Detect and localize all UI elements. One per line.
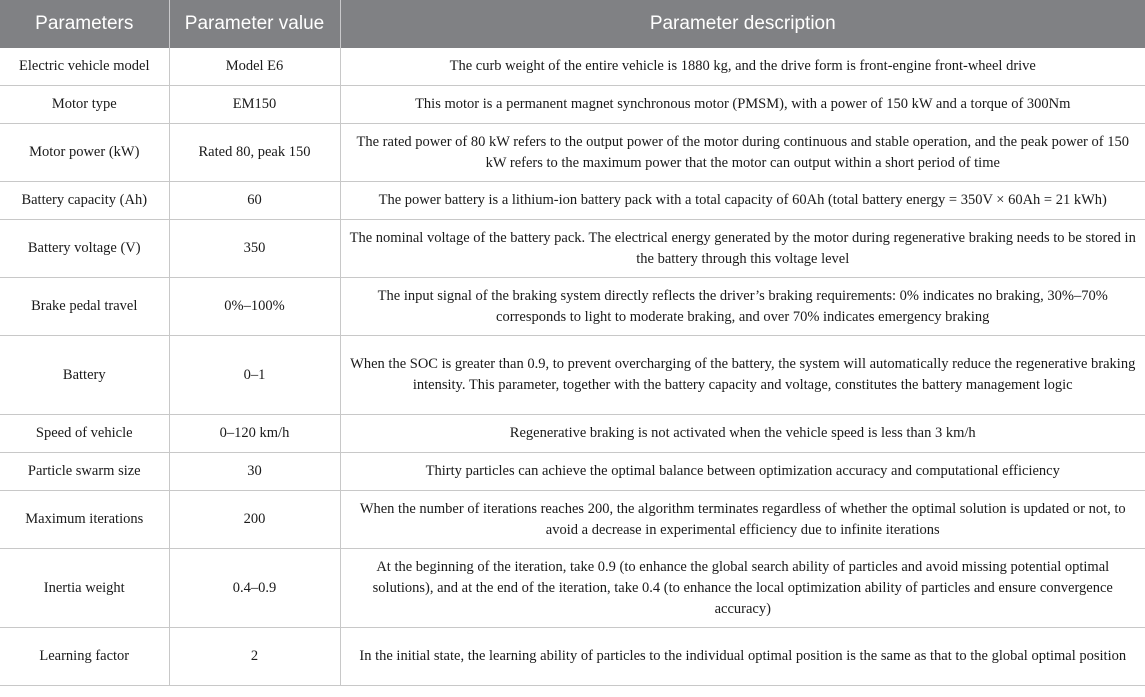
description-cell: The nominal voltage of the battery pack. The electrical energy generated by the motor during regenerative braking needs to be stored in the battery through this voltage level [340,220,1145,278]
table-row [0,48,1145,86]
parameter-cell: Motor type [0,86,169,124]
value-cell: 30 [169,453,340,491]
description-cell: The rated power of 80 kW refers to the output power of the motor during continuous and stable operation, and the peak power of 150 kW refers to the maximum power that the motor can output within a short period of time [340,124,1145,182]
value-cell: 0–120 km/h [169,415,340,453]
value-cell: 2 [169,628,340,686]
parameter-cell: Battery voltage (V) [0,220,169,278]
value-cell: 60 [169,182,340,220]
table-row [0,220,1145,278]
parameter-cell: Motor power (kW) [0,124,169,182]
parameter-cell: Learning factor [0,628,169,686]
parameter-cell: Speed of vehicle [0,415,169,453]
parameter-cell: Maximum iterations [0,491,169,549]
table-row [0,336,1145,415]
header-parameter-value: Parameter value [169,0,340,48]
table-row [0,549,1145,628]
value-cell: Model E6 [169,48,340,86]
parameter-cell: Battery capacity (Ah) [0,182,169,220]
description-cell: When the number of iterations reaches 200, the algorithm terminates regardless of whether the optimal solution is updated or not, to avoid a decrease in experimental efficiency due to infinite iterations [340,491,1145,549]
parameter-cell: Electric vehicle model [0,48,169,86]
value-cell: 200 [169,491,340,549]
description-cell: The power battery is a lithium-ion battery pack with a total capacity of 60Ah (total battery energy = 350V × 60Ah = 21 kWh) [340,182,1145,220]
description-cell: The curb weight of the entire vehicle is 1880 kg, and the drive form is front-engine front-wheel drive [340,48,1145,86]
parameter-cell: Inertia weight [0,549,169,628]
description-cell: Thirty particles can achieve the optimal balance between optimization accuracy and computational efficiency [340,453,1145,491]
value-cell: EM150 [169,86,340,124]
description-cell: When the SOC is greater than 0.9, to prevent overcharging of the battery, the system will automatically reduce the regenerative braking intensity. This parameter, together with the battery capacity and voltage, constitutes the battery management logic [340,336,1145,415]
table-row [0,415,1145,453]
table-row [0,628,1145,686]
table-header-row [0,0,1145,48]
value-cell: 350 [169,220,340,278]
table-row [0,278,1145,336]
value-cell: Rated 80, peak 150 [169,124,340,182]
description-cell: Regenerative braking is not activated when the vehicle speed is less than 3 km/h [340,415,1145,453]
description-cell: At the beginning of the iteration, take 0.9 (to enhance the global search ability of particles and avoid missing potential optimal solutions), and at the end of the iteration, take 0.4 (to enhance the local optimization ability of particles and ensure convergence accuracy) [340,549,1145,628]
header-parameter-description: Parameter description [340,0,1145,48]
table-row [0,182,1145,220]
description-cell: In the initial state, the learning ability of particles to the individual optimal position is the same as that to the global optimal position [340,628,1145,686]
value-cell: 0%–100% [169,278,340,336]
value-cell: 0.4–0.9 [169,549,340,628]
table-row [0,124,1145,182]
table-row [0,86,1145,124]
description-cell: The input signal of the braking system directly reflects the driver’s braking requirements: 0% indicates no braking, 30%–70% corresponds to light to moderate braking, and over 70% indicates emergency braking [340,278,1145,336]
parameter-cell: Particle swarm size [0,453,169,491]
table-row [0,491,1145,549]
table-row [0,453,1145,491]
description-cell: This motor is a permanent magnet synchronous motor (PMSM), with a power of 150 kW and a torque of 300Nm [340,86,1145,124]
header-parameters: Parameters [0,0,169,48]
value-cell: 0–1 [169,336,340,415]
parameter-cell: Brake pedal travel [0,278,169,336]
parameter-cell: Battery [0,336,169,415]
